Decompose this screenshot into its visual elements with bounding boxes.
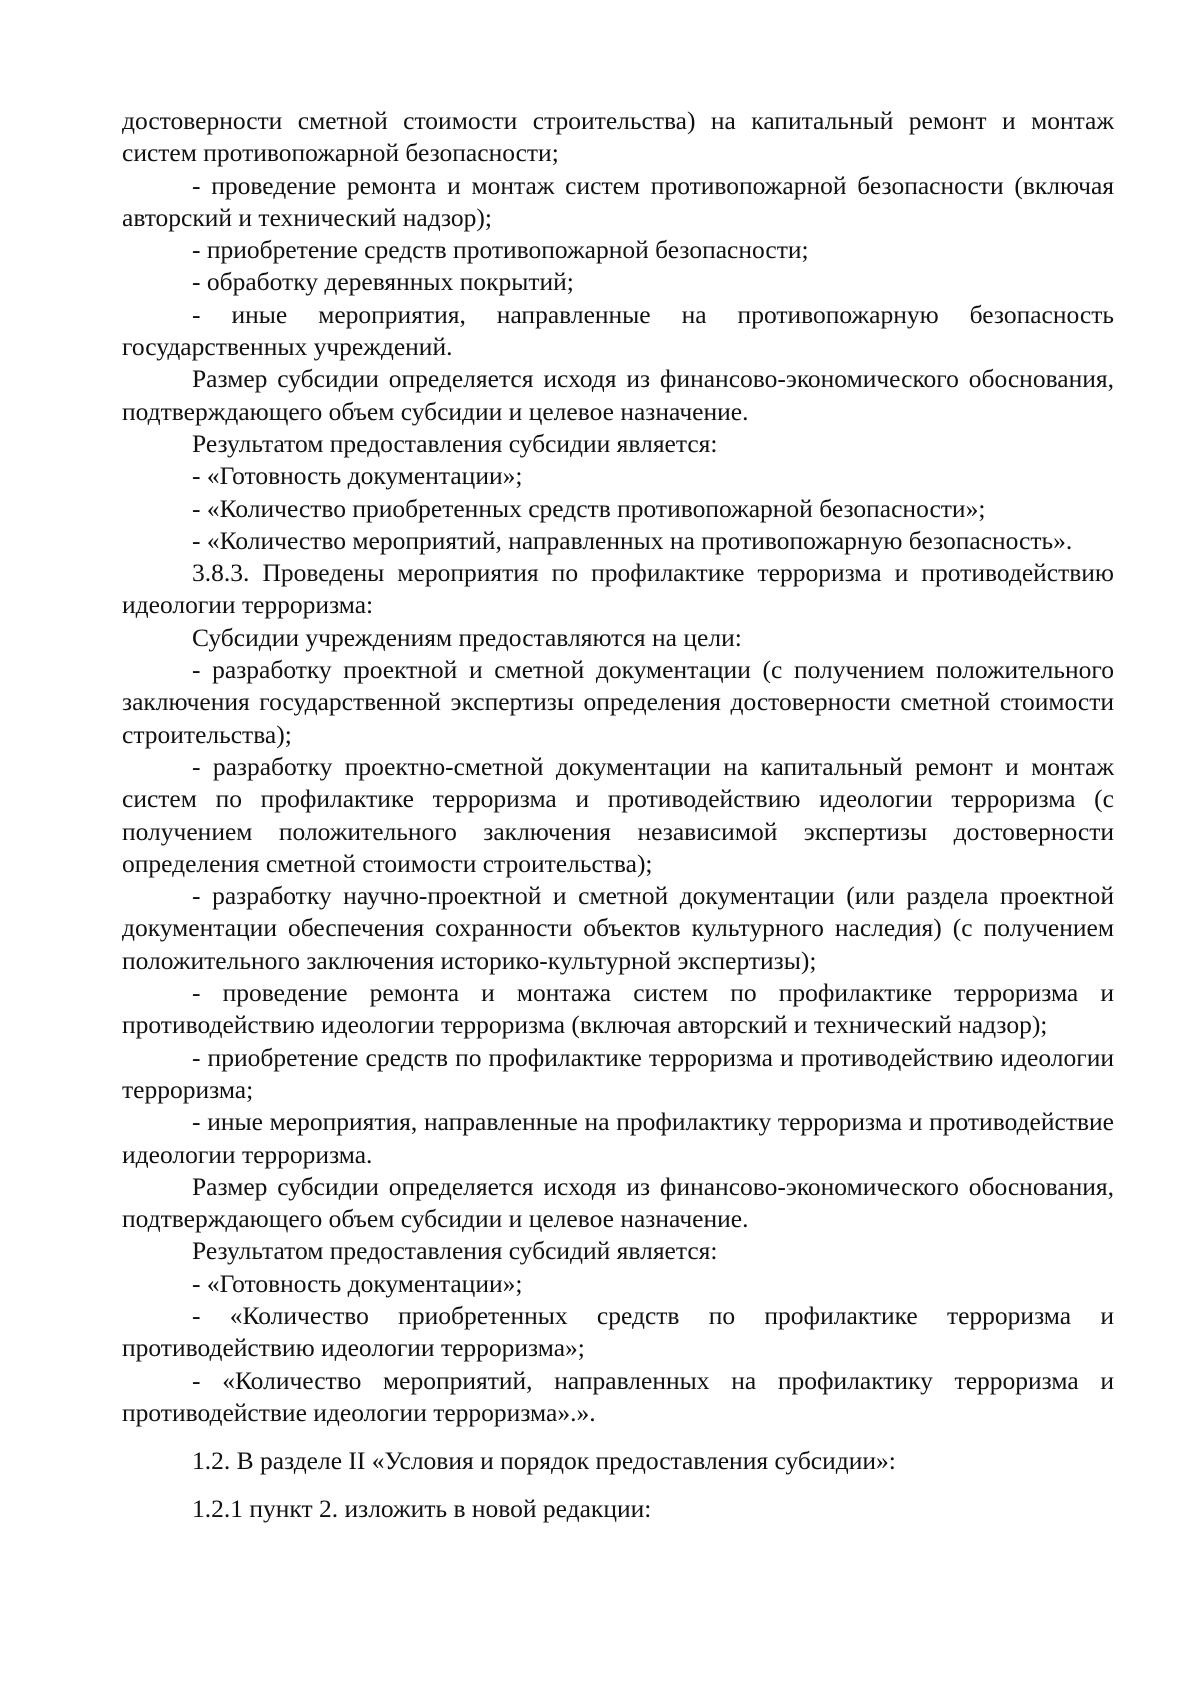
list-item: - иные мероприятия, направленные на профилактику терроризма и противодействие идеологии терроризма. [122, 1107, 1114, 1169]
list-item: - разработку научно-проектной и сметной документации (или раздела проектной документации обеспечения сохранности объектов культурного наследия) (с получением положительного заключения историко-культурной экспертизы); [122, 881, 1114, 975]
paragraph: Размер субсидии определяется исходя из финансово-экономического обоснования, подтверждающего объем субсидии и целевое назначение. [122, 1171, 1114, 1234]
document-body [122, 105, 1114, 1526]
list-item: - проведение ремонта и монтаж систем противопожарной безопасности (включая авторский и технический надзор); [122, 170, 1114, 232]
list-item: - разработку проектной и сметной документации (с получением положительного заключения государственной экспертизы определения достоверности сметной стоимости строительства); [122, 655, 1114, 749]
list-item: - разработку проектно-сметной документации на капитальный ремонт и монтаж систем по профилактике терроризма и противодействию идеологии терроризма (с получением положительного заключения независимой экспертизы достоверности определения сметной стоимости строительства); [122, 751, 1114, 878]
list-item: - приобретение средств по профилактике терроризма и противодействию идеологии терроризма; [122, 1042, 1114, 1104]
list-item: - обработку деревянных покрытий; [192, 267, 574, 297]
list-item: - «Готовность документации»; [192, 1268, 523, 1298]
list-item: - «Количество приобретенных средств по профилактике терроризма и противодействию идеологии терроризма»; [122, 1300, 1114, 1363]
list-item: - проведение ремонта и монтажа систем по профилактике терроризма и противодействию идеологии терроризма (включая авторский и технический надзор); [122, 978, 1114, 1040]
list-item: - «Количество мероприятий, направленных на противопожарную безопасность». [192, 525, 1073, 555]
list-item: - «Готовность документации»; [192, 461, 523, 491]
list-item: - иные мероприятия, направленные на противопожарную безопасность государственных учреждений. [122, 299, 1114, 362]
list-item: - приобретение средств противопожарной безопасности; [192, 235, 809, 265]
section-heading: 3.8.3. Проведены мероприятия по профилактике терроризма и противодействию идеологии терроризма: [122, 558, 1114, 620]
paragraph: Результатом предоставления субсидии является: [192, 428, 718, 458]
amendment-item: 1.2.1 пункт 2. изложить в новой редакции: [192, 1494, 652, 1524]
paragraph: Размер субсидии определяется исходя из финансово-экономического обоснования, подтверждающего объем субсидии и целевое назначение. [122, 364, 1114, 426]
paragraph: Результатом предоставления субсидий является: [192, 1236, 718, 1266]
amendment-heading: 1.2. В разделе II «Условия и порядок предоставления субсидии»: [192, 1446, 896, 1476]
list-item: - «Количество приобретенных средств противопожарной безопасности»; [192, 493, 986, 523]
paragraph: Субсидии учреждениям предоставляются на цели: [192, 622, 742, 652]
list-item: - «Количество мероприятий, направленных на профилактику терроризма и противодействие идеологии терроризма».». [122, 1365, 1114, 1427]
paragraph-continuation: достоверности сметной стоимости строительства) на капитальный ремонт и монтаж систем противопожарной безопасности; [122, 106, 1114, 168]
